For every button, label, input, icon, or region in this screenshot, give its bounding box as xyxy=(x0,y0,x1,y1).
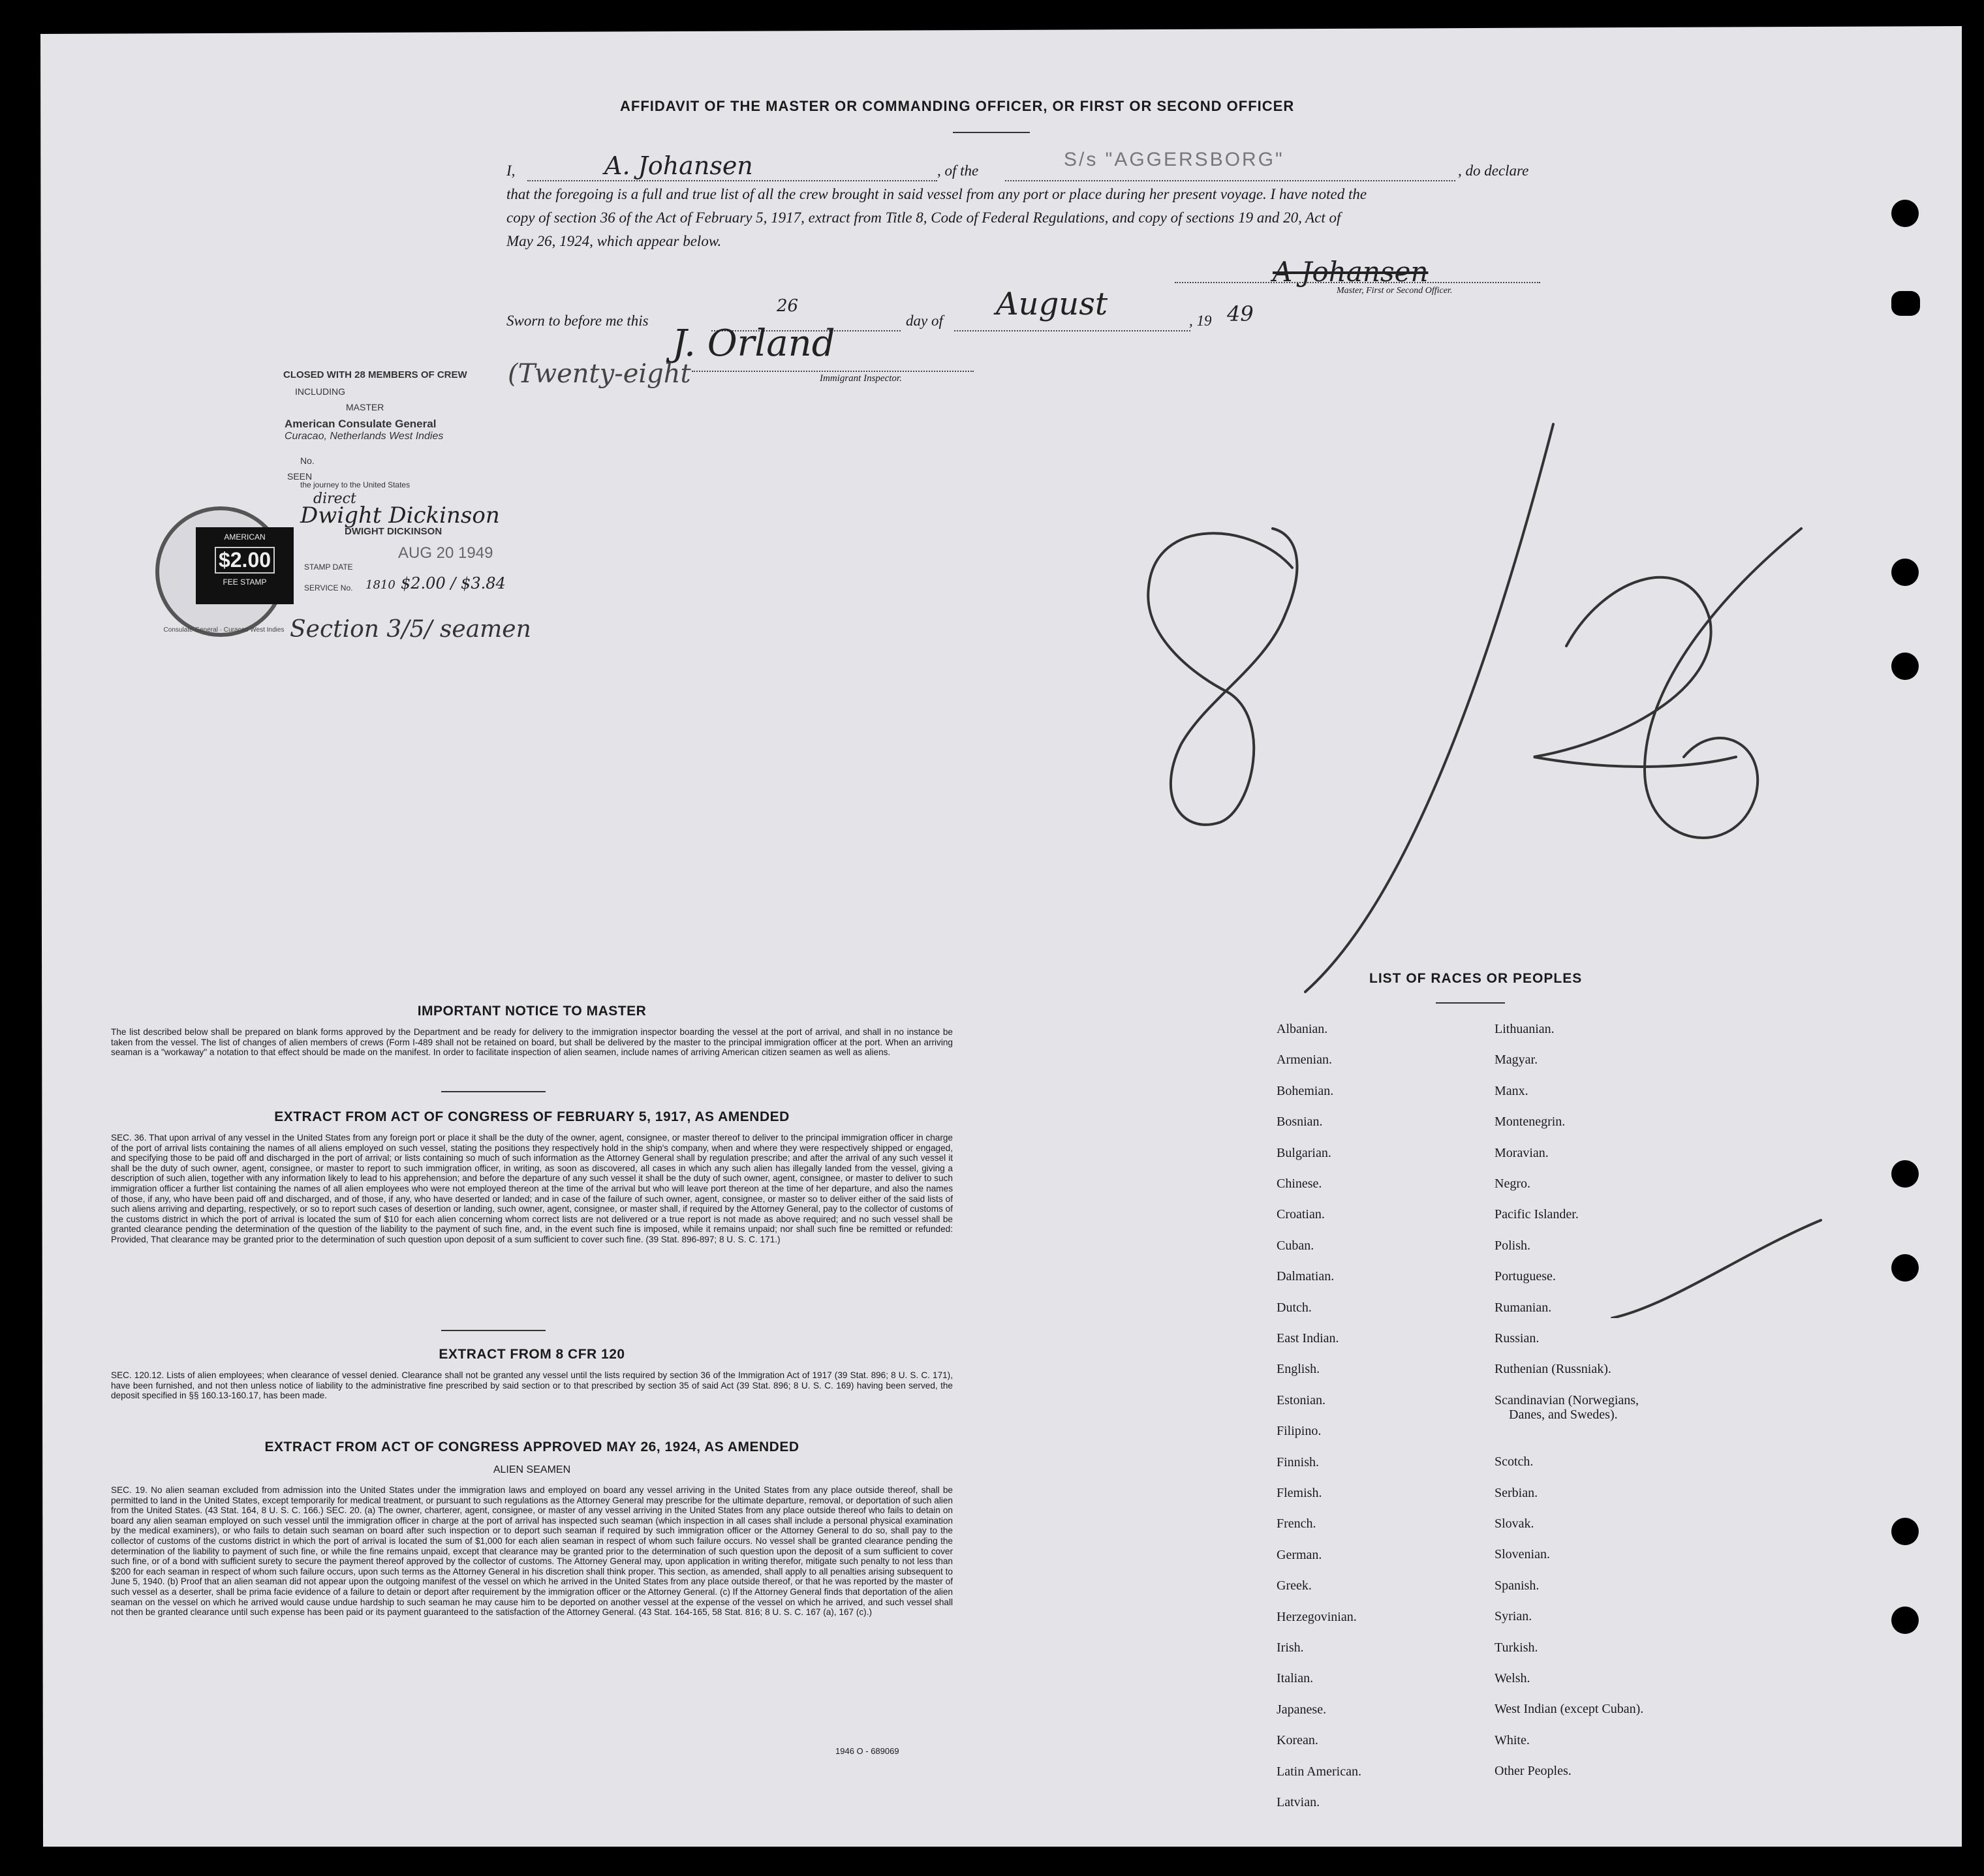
extract-cfr-title: EXTRACT FROM 8 CFR 120 xyxy=(439,1347,625,1362)
of-the-label: , of the xyxy=(937,162,979,179)
race-item: Montenegrin. xyxy=(1495,1115,1566,1130)
punch-hole xyxy=(1891,1160,1919,1188)
consul-name-stamp: DWIGHT DICKINSON xyxy=(345,526,442,537)
master-name-line xyxy=(527,180,937,181)
race-item: Finnish. xyxy=(1277,1454,1320,1469)
alien-seamen-subtitle: ALIEN SEAMEN xyxy=(493,1464,571,1475)
fee-stamp-bottom: FEE STAMP xyxy=(223,577,267,587)
race-item: Portuguese. xyxy=(1495,1269,1556,1284)
race-item: Serbian. xyxy=(1495,1485,1538,1500)
race-item: Filipino. xyxy=(1277,1424,1322,1439)
divider xyxy=(441,1330,546,1331)
race-item: Irish. xyxy=(1277,1640,1304,1655)
race-item: Scandinavian (Norwegians, xyxy=(1495,1392,1639,1407)
extract-cfr-body: SEC. 120.12. Lists of alien employees; when clearance of vessel denied. Clearance shall not be granted any vessel until the lists required by section 36 of the Immigration Act of 1917 (39 Stat. 896; 8 U. S. C. 171), have been furnished, and not then unless notice of liability to the administrative fine prescribed by said section or to that prescribed by section 35 of said Act (39 Stat. 896; 8 U. S. C. 169) having been served, the deposit specified in §§ 160.13-160.17, has been made. xyxy=(111,1370,953,1401)
race-item: Bosnian. xyxy=(1277,1115,1323,1130)
race-item: Cuban. xyxy=(1277,1238,1314,1253)
digit-6 xyxy=(1645,529,1801,838)
race-item: Polish. xyxy=(1495,1238,1531,1253)
extract-1924-title: EXTRACT FROM ACT OF CONGRESS APPROVED MAY 26, 1924, AS AMENDED xyxy=(264,1439,799,1454)
large-handwriting-text xyxy=(1305,770,1307,771)
fee-note: $2.00 / $3.84 xyxy=(401,574,506,592)
check-mark xyxy=(1612,1220,1821,1318)
closed-with-crew-stamp: CLOSED WITH 28 MEMBERS OF CREW xyxy=(283,369,467,380)
crew-count-handwritten: (Twenty-eight xyxy=(508,359,691,389)
master-signature: A Johansen xyxy=(1273,256,1429,288)
important-notice-body: The list described below shall be prepared on blank forms approved by the Department and be ready for delivery to the immigration inspector boarding the vessel at the port of arrival, and shall in no instance be taken from the vessel. The list of changes of alien members of crews (Form I-489 shall not be retained on board, but shall be delivered by the master to the principal immigration officer at the port. When an arriving seaman is a "workaway" a notation to that effect should be made on the manifest. In order to facilitate inspection of alien seamen, include names of arriving American citizen seamen as well as aliens. xyxy=(111,1027,953,1058)
vessel-name-line xyxy=(1005,180,1455,181)
important-notice-title: IMPORTANT NOTICE TO MASTER xyxy=(417,1004,647,1019)
race-item: French. xyxy=(1277,1516,1316,1531)
fee-stamp-amount: $2.00 xyxy=(215,547,275,574)
fee-stamp-top: AMERICAN xyxy=(224,532,266,542)
punch-hole xyxy=(1891,1607,1919,1634)
consulate-location: Curacao, Netherlands West Indies xyxy=(285,431,444,442)
race-item: Danes, and Swedes). xyxy=(1509,1407,1618,1422)
race-item: Pacific Islander. xyxy=(1495,1207,1579,1222)
punch-hole xyxy=(1891,653,1919,680)
sworn-label: Sworn to before me this xyxy=(506,313,649,329)
inspector-line xyxy=(692,371,974,372)
race-item: English. xyxy=(1277,1362,1320,1377)
race-item: Negro. xyxy=(1495,1176,1530,1191)
races-divider xyxy=(1436,1002,1505,1004)
section-note: Section 3/5/ seamen xyxy=(290,616,531,643)
race-item: Croatian. xyxy=(1277,1207,1325,1222)
race-item: West Indian (except Cuban). xyxy=(1495,1702,1644,1717)
race-item: Russian. xyxy=(1495,1331,1540,1345)
divider xyxy=(441,1091,546,1092)
master-caption: Master, First or Second Officer. xyxy=(1337,286,1453,296)
race-item: Armenian. xyxy=(1277,1053,1332,1068)
declaration-line-4: May 26, 1924, which appear below. xyxy=(506,233,722,249)
vessel-name-stamp: S/s "AGGERSBORG" xyxy=(1064,149,1284,170)
declaration-line-3: copy of section 36 of the Act of February 5, 1917, extract from Title 8, Code of Federal Regulations, and copy of sections 19 and 20, Act of xyxy=(506,209,1341,226)
digit-2 xyxy=(1534,577,1736,767)
punch-hole xyxy=(1891,1254,1919,1282)
race-item: Dalmatian. xyxy=(1277,1269,1335,1284)
large-handwriting-826 xyxy=(1057,405,1840,1318)
extract-1917-title: EXTRACT FROM ACT OF CONGRESS OF FEBRUARY 5, 1917, AS AMENDED xyxy=(274,1109,790,1124)
sworn-day: 26 xyxy=(777,296,799,316)
race-item: Dutch. xyxy=(1277,1300,1312,1315)
year-handwritten: 49 xyxy=(1227,301,1254,326)
race-item: Spanish. xyxy=(1495,1578,1540,1593)
master-stamp: MASTER xyxy=(346,402,384,412)
declaration-i: I, xyxy=(506,162,516,179)
race-item: Syrian. xyxy=(1495,1609,1532,1624)
race-item: Flemish. xyxy=(1277,1486,1322,1500)
race-item: Turkish. xyxy=(1495,1640,1538,1655)
consul-signature: Dwight Dickinson xyxy=(300,502,500,529)
race-item: Rumanian. xyxy=(1495,1300,1552,1315)
race-item: Magyar. xyxy=(1495,1053,1538,1068)
race-item: Chinese. xyxy=(1277,1176,1322,1191)
race-item: Moravian. xyxy=(1495,1145,1549,1160)
valid-handwritten: direct xyxy=(313,491,356,507)
race-item: Scotch. xyxy=(1495,1454,1534,1469)
punch-hole xyxy=(1891,291,1920,316)
stamp-date-label: STAMP DATE xyxy=(304,562,353,572)
race-item: Korean. xyxy=(1277,1733,1318,1748)
race-item: Other Peoples. xyxy=(1495,1764,1572,1779)
race-item: Manx. xyxy=(1495,1083,1528,1098)
service-number: 1810 xyxy=(365,578,395,592)
race-item: German. xyxy=(1277,1547,1322,1562)
races-title: LIST OF RACES OR PEOPLES xyxy=(1369,971,1583,986)
slash xyxy=(1305,424,1553,992)
print-code: 1946 O - 689069 xyxy=(835,1746,899,1756)
master-name-handwritten: A. Johansen xyxy=(604,151,753,180)
race-item: Herzegovinian. xyxy=(1277,1609,1357,1624)
seen-label: SEEN xyxy=(287,471,313,482)
extract-1917-body: SEC. 36. That upon arrival of any vessel in the United States from any foreign port or place it shall be the duty of the owner, agent, consignee, or master thereof to deliver to the principal immigration officer in charge of the port of arrival lists containing the names of all aliens employed on such vessel, stating the positions they respectively hold in the ship's company, when and where they were respectively shipped or engaged, and specifying those to be paid off and discharged in the port of arrival; or lists containing so much of such information as the Attorney General shall by regulation prescribe; and after the arrival of any such vessel it shall be the duty of such owner, agent, consignee, or master to report to such immigration officer, in writing, as soon as discovered, all cases in which any such alien has illegally landed from the vessel, giving a description of such alien, together with any information likely to lead to his apprehension; and before the departure of any such vessel it shall be the duty of such owner, agent, consignee, or master to deliver to such immigration officer a further list containing the names of all alien employees who were not employed thereon at the time of the arrival but who will leave port thereon at the time of her departure, and also the names of those, if any, who have been paid off and discharged, and of those, if any, who have deserted or landed; and in case of the failure of such owner, agent, consignee, or master so to deliver either of the said lists of such aliens arriving and departing, respectively, or so to report such cases of desertion or landing, such owner, agent, consignee, or master shall, if required by the Attorney General, pay to the collector of customs of the customs district in which the port of arrival is located the sum of $10 for each alien concerning whom correct lists are not delivered or a true report is not made as above required; and no such vessel shall be granted clearance pending the determination of the question of the liability to the payment of such fine, and, in the event such fine is imposed, while it remains unpaid; nor shall such fine be remitted or refunded: Provided, That clearance may be granted prior to the determination of such question upon deposit of a sum sufficient to cover such fine. (39 Stat. 896-897; 8 U. S. C. 171.) xyxy=(111,1133,953,1244)
fee-stamp xyxy=(196,527,294,604)
punch-hole xyxy=(1891,1518,1919,1545)
race-item: Welsh. xyxy=(1495,1671,1530,1685)
race-item: Latvian. xyxy=(1277,1795,1320,1809)
service-label: SERVICE No. xyxy=(304,583,353,592)
day-of-label: day of xyxy=(906,313,943,329)
extract-1924-body: SEC. 19. No alien seaman excluded from admission into the United States under the immigration laws and employed on board any vessel arriving in the United States from any place outside thereof, shall be permitted to land in the United States, except temporarily for medical treatment, or pursuant to such regulations as the Attorney General may prescribe for the ultimate departure, removal, or deportation of such alien from the United States. (43 Stat. 164, 8 U. S. C. 166.) SEC. 20. (a) The owner, charterer, agent, consignee, or master of any vessel arriving in the United States from any place outside thereof who fails to detain on board any alien seaman employed on such vessel until the immigration officer in charge at the port of arrival has inspected such seaman (which inspection in all cases shall include a personal physical examination by the medical examiners), or who fails to detain such seaman on board after such inspection or to deport such seaman if required by such immigration officer or the Attorney General to do so, shall pay to the collector of customs of the customs district in which the port of arrival is located the sum of $1,000 for each alien seaman in respect of whom such failure occurs. No vessel shall be granted clearance pending the determination of the liability to payment of such fine, or while the fine remains unpaid, except that clearance may be granted prior to the determination of such question upon the deposit of a sum sufficient to cover such fine, or of a bond with sufficient surety to secure the payment thereof approved by the collector of customs. The Attorney General may, upon application in writing therefor, mitigate such penalty to not less than $200 for each seaman in respect of whom such failure occurs, upon such terms as the Attorney General in his discretion shall think proper. This section, as amended, shall apply to all penalties arising subsequent to June 5, 1940. (b) Proof that an alien seaman did not appear upon the outgoing manifest of the vessel on which he arrived in the United States from any place outside thereof, or that he was reported by the master of such vessel as a deserter, shall be prima facie evidence of a failure to detain or deport after requirement by the immigration officer or the Attorney General. (c) If the Attorney General finds that deportation of the alien seaman on the vessel on which he arrived would cause undue hardship to such seaman he may cause him to be deported on another vessel at the expense of the vessel on which he arrived, and such vessel shall not then be granted clearance until such expense has been paid or its payment guaranteed to the satisfaction of the Attorney General. (43 Stat. 164-165, 58 Stat. 816; 8 U. S. C. 167 (a), 167 (c).) xyxy=(111,1485,953,1618)
race-item: Slovak. xyxy=(1495,1516,1534,1531)
race-item: Ruthenian (Russniak). xyxy=(1495,1362,1611,1377)
do-declare-label: , do declare xyxy=(1458,162,1529,179)
race-item: Albanian. xyxy=(1277,1022,1328,1036)
journey-label: the journey to the United States xyxy=(300,480,411,489)
punch-hole xyxy=(1891,559,1919,586)
race-item: Estonian. xyxy=(1277,1392,1325,1407)
race-item: Bulgarian. xyxy=(1277,1145,1331,1160)
consulate-name: American Consulate General xyxy=(285,418,437,430)
sworn-month: August xyxy=(996,286,1108,322)
race-item: Slovenian. xyxy=(1495,1547,1550,1562)
form-title: AFFIDAVIT OF THE MASTER OR COMMANDING OFFICER, OR FIRST OR SECOND OFFICER xyxy=(620,98,1295,114)
punch-hole xyxy=(1891,200,1919,227)
digit-8 xyxy=(1148,529,1297,825)
no-label: No. xyxy=(300,455,315,466)
title-divider xyxy=(953,132,1030,133)
stamp-date: AUG 20 1949 xyxy=(398,544,493,562)
declaration-line-2: that the foregoing is a full and true list of all the crew brought in said vessel from any port or place during her present voyage. I have noted the xyxy=(506,186,1367,202)
inspector-caption: Immigrant Inspector. xyxy=(820,373,902,384)
race-item: Greek. xyxy=(1277,1578,1312,1593)
race-item: White. xyxy=(1495,1732,1530,1747)
inspector-signature: J. Orland xyxy=(672,322,835,365)
race-item: Lithuanian. xyxy=(1495,1022,1555,1036)
including-stamp: INCLUDING xyxy=(295,386,346,397)
race-item: Japanese. xyxy=(1277,1702,1327,1717)
race-item: Italian. xyxy=(1277,1671,1314,1686)
seal-text: Consulate General · Curacao West Indies xyxy=(163,626,285,634)
race-item: Latin American. xyxy=(1277,1764,1361,1779)
month-line xyxy=(954,330,1190,331)
race-item: Bohemian. xyxy=(1277,1083,1334,1098)
year-prefix: , 19 xyxy=(1189,313,1212,329)
race-item: East Indian. xyxy=(1277,1331,1339,1345)
